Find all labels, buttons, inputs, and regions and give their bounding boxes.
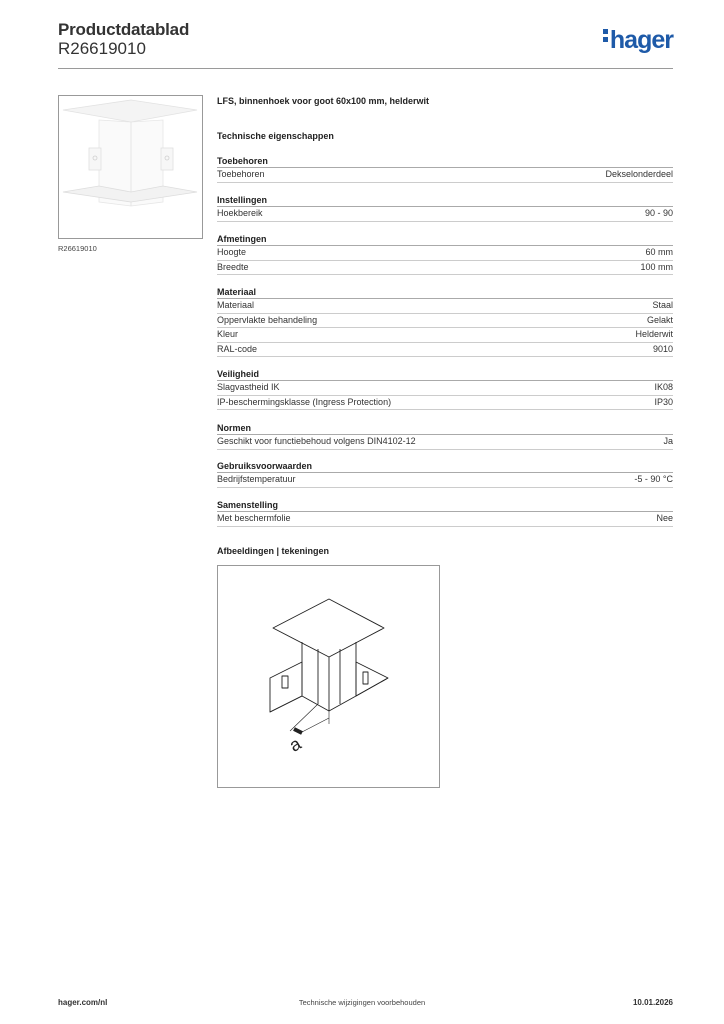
spec-row xyxy=(217,168,673,183)
hager-logo xyxy=(603,28,673,53)
spec-group-samenstelling xyxy=(217,499,673,527)
drawings-heading: Afbeeldingen | tekeningen xyxy=(217,546,330,556)
group-title: Instellingen xyxy=(217,194,673,207)
group-title: Afmetingen xyxy=(217,233,673,246)
spec-row xyxy=(217,473,673,488)
spec-value: Ja xyxy=(663,436,673,446)
spec-value: 9010 xyxy=(652,343,673,354)
spec-group-materiaal xyxy=(217,286,673,357)
spec-value: IK08 xyxy=(654,382,673,392)
logo-text: hager xyxy=(609,26,673,54)
spec-label: Hoogte xyxy=(217,247,247,257)
spec-value: Gelakt xyxy=(646,314,673,325)
spec-row xyxy=(217,435,673,450)
spec-group-veiligheid xyxy=(217,368,673,410)
inner-corner-thumbnail-image xyxy=(59,96,202,238)
spec-value: 100 mm xyxy=(640,261,673,272)
spec-row xyxy=(217,396,673,411)
product-thumbnail xyxy=(58,95,203,239)
spec-value: IP30 xyxy=(654,396,673,407)
product-title: LFS, binnenhoek voor goot 60x100 mm, helderwit xyxy=(217,96,430,106)
group-title: Normen xyxy=(217,422,673,435)
group-title: Samenstelling xyxy=(217,499,673,512)
spec-group-normen xyxy=(217,422,673,450)
spec-label: Geschikt voor functiebehoud volgens DIN4102-12 xyxy=(217,436,416,446)
spec-row xyxy=(217,314,673,329)
footer-disclaimer: Technische wijzigingen voorbehouden xyxy=(298,998,426,1007)
technical-drawing xyxy=(217,565,440,788)
spec-value: Helderwit xyxy=(635,329,673,339)
spec-label: RAL-code xyxy=(217,343,258,354)
group-title: Gebruiksvoorwaarden xyxy=(217,460,673,473)
spec-label: Slagvastheid IK xyxy=(217,382,280,392)
product-code: R26619010 xyxy=(58,39,146,58)
spec-group-afmetingen xyxy=(217,233,673,275)
dimension-label: a xyxy=(285,733,305,756)
spec-row xyxy=(217,207,673,222)
spec-label: Hoekbereik xyxy=(217,208,263,218)
spec-value: Staal xyxy=(652,300,673,310)
spec-value: Dekselonderdeel xyxy=(605,169,673,179)
page-title: Productdatablad xyxy=(58,20,190,39)
spec-label: Materiaal xyxy=(217,300,255,310)
spec-row xyxy=(217,343,673,358)
spec-label: Breedte xyxy=(217,261,249,272)
section-heading: Technische eigenschappen xyxy=(217,131,334,141)
spec-value: -5 - 90 °C xyxy=(634,474,673,484)
spec-value: 90 - 90 xyxy=(644,208,673,218)
spec-value: 60 mm xyxy=(645,247,673,257)
spec-row xyxy=(217,246,673,261)
group-title: Toebehoren xyxy=(217,155,673,168)
group-title: Materiaal xyxy=(217,286,673,299)
spec-value: Nee xyxy=(656,513,673,523)
spec-row xyxy=(217,328,673,343)
spec-row xyxy=(217,299,673,314)
spec-label: Kleur xyxy=(217,329,239,339)
spec-row xyxy=(217,512,673,527)
inner-corner-line-drawing xyxy=(218,566,439,787)
logo-dots-icon xyxy=(603,26,608,45)
spec-label: Toebehoren xyxy=(217,169,265,179)
spec-row xyxy=(217,261,673,276)
spec-group-gebruiksvoorwaarden xyxy=(217,460,673,488)
spec-group-instellingen xyxy=(217,194,673,222)
header-divider xyxy=(58,68,673,69)
spec-label: Oppervlakte behandeling xyxy=(217,314,318,325)
spec-row xyxy=(217,381,673,396)
spec-label: IP-beschermingsklasse (Ingress Protection) xyxy=(217,396,392,407)
thumbnail-caption: R26619010 xyxy=(58,244,97,253)
group-title: Veiligheid xyxy=(217,368,673,381)
spec-label: Bedrijfstemperatuur xyxy=(217,474,296,484)
footer-date: 10.01.2026 xyxy=(632,998,673,1007)
spec-label: Met beschermfolie xyxy=(217,513,291,523)
footer-website-link[interactable]: hager.com/nl xyxy=(58,998,108,1007)
spec-group-toebehoren xyxy=(217,155,673,183)
